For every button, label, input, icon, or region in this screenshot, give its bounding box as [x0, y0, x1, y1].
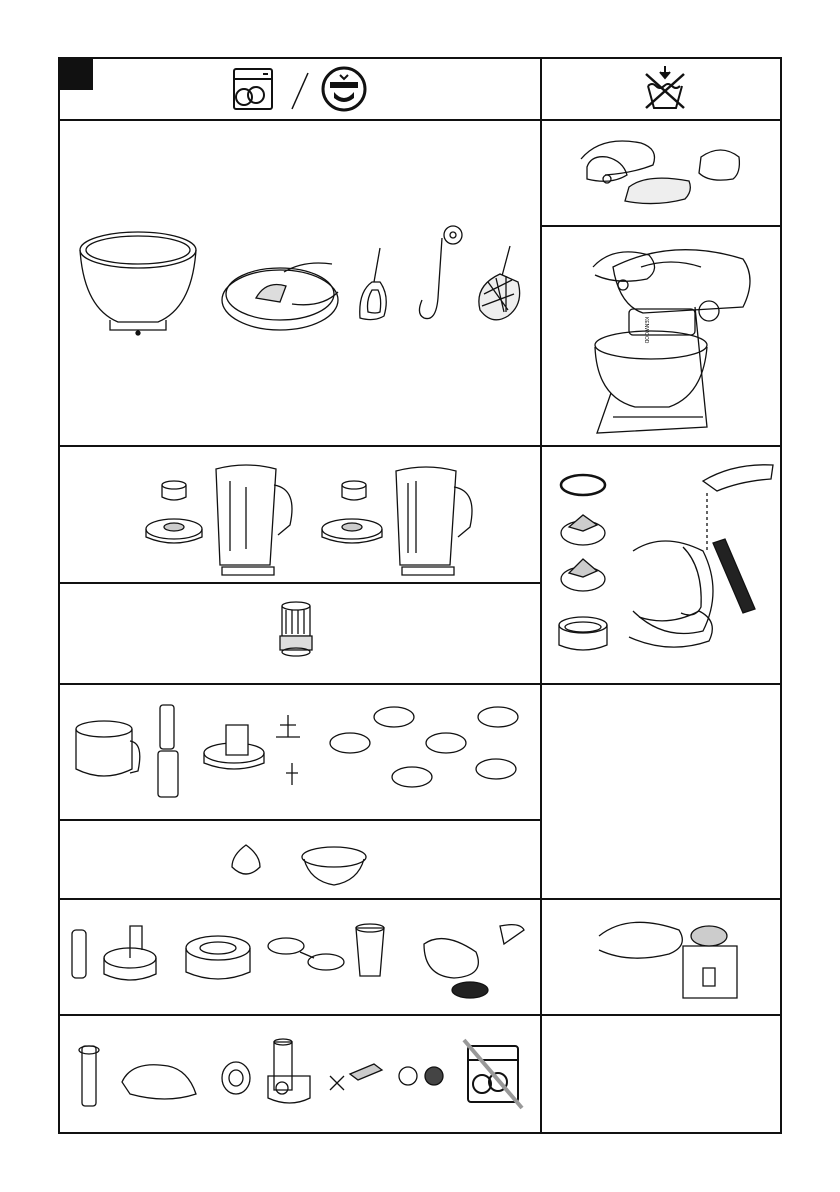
juicer-bowl	[186, 936, 250, 979]
no-immersion-icon	[640, 64, 690, 112]
dishwasher-icon	[234, 69, 272, 109]
disc-2	[374, 707, 414, 727]
blender-filler-cap-1	[162, 481, 186, 500]
disc-3	[426, 733, 466, 753]
blender-lid-2	[322, 519, 382, 543]
blender-lid-1	[146, 519, 202, 543]
splash-guard	[222, 263, 338, 330]
mincer-screen-2	[425, 1067, 443, 1085]
no-dishwasher-icon	[464, 1040, 522, 1108]
slash-separator	[292, 73, 308, 109]
dough-hook	[419, 226, 462, 319]
pusher-small	[160, 705, 174, 749]
section-tab	[60, 59, 93, 90]
hand	[599, 922, 682, 958]
processor-lid	[204, 725, 264, 769]
ring-nut	[222, 1062, 250, 1094]
mincer-blade	[330, 1076, 344, 1090]
citrus-press-illustration	[60, 821, 540, 897]
mixer-bowl	[595, 331, 707, 417]
header-icons	[230, 65, 380, 113]
mincer-pusher	[79, 1046, 99, 1106]
tap-water	[703, 465, 773, 553]
juicer-pusher	[72, 930, 86, 978]
juicer-tray	[268, 938, 344, 970]
food-processor-illustration	[60, 685, 540, 818]
disc-5	[478, 707, 518, 727]
pusher-large	[158, 751, 178, 797]
blade-unit-1	[561, 515, 605, 545]
mincer-tray	[122, 1065, 196, 1099]
cover-piece	[625, 178, 690, 203]
sealing-ring	[561, 475, 605, 495]
footer	[0, 1180, 840, 1192]
disc-6	[476, 759, 516, 779]
disc-4	[392, 767, 432, 787]
k-beater	[360, 248, 387, 320]
mincer-body	[268, 1039, 310, 1103]
whisk	[479, 246, 520, 320]
mincer-parts-illustration	[60, 1016, 540, 1132]
juicer-cup	[356, 924, 384, 976]
blender-jugs-illustration	[60, 447, 540, 581]
blender-filler-cap-2	[342, 481, 366, 500]
plastic-jug	[216, 465, 292, 575]
juicer-cleaning	[424, 925, 524, 998]
mixer-column	[597, 307, 707, 433]
lid-piece	[699, 150, 739, 180]
mixer-body-illustration	[543, 227, 781, 444]
mill-jar	[280, 602, 312, 656]
blade-cleaning-illustration	[543, 447, 781, 682]
juicer-base-wipe-illustration	[543, 900, 781, 1013]
mincer-screen-1	[399, 1067, 417, 1085]
hand-and-brush	[629, 539, 755, 647]
juicer-base	[683, 926, 737, 998]
processor-bowl	[76, 721, 140, 776]
juicer-lid	[104, 926, 156, 980]
top-rack-icon	[323, 68, 365, 110]
citrus-cone	[232, 845, 260, 874]
glass-jug	[396, 467, 472, 575]
juicer-parts-illustration	[60, 900, 540, 1013]
brand-label: KENWOOD	[643, 317, 649, 344]
citrus-sieve	[302, 847, 366, 885]
hand	[593, 252, 655, 290]
mincer-worm	[350, 1064, 382, 1080]
chopping-blade	[276, 715, 300, 785]
cloth-hand	[581, 141, 655, 183]
blade-base	[559, 617, 607, 650]
multi-mill-illustration	[60, 584, 540, 682]
mixer-head	[613, 250, 750, 335]
bowl-tools-illustration	[60, 122, 540, 444]
wipe-attachment-illustration	[543, 121, 781, 224]
mixing-bowl	[80, 232, 196, 335]
disc-1	[330, 733, 370, 753]
blade-unit-2	[561, 559, 605, 591]
column-divider	[540, 57, 542, 1134]
